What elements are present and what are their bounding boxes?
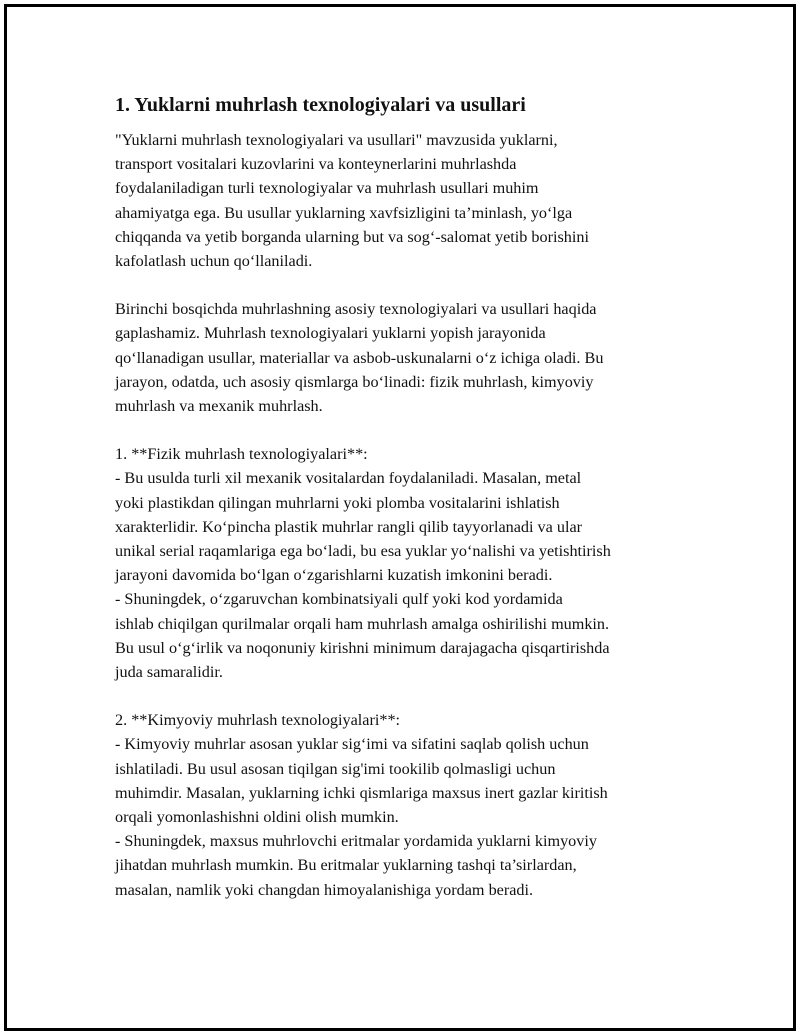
paragraph-spacer <box>115 418 695 442</box>
paragraph-spacer <box>115 273 695 297</box>
physical-sealing-section: 1. **Fizik muhrlash texnologiyalari**: - Bu usulda turli xil mexanik vositalardan foydalaniladi. Masalan, metal yoki plastikdan qilingan muhrlarni yoki plomba vositalarini ishlatish xarakterlidir. Ko‘pincha plastik muhrlar rangli qilib tayyorlanadi va ular unikal serial raqamlariga ega bo‘ladi, bu esa yuklar yo‘nalishi va yetishtirish jarayoni davomida bo‘lgan o‘zgarishlarni kuzatish imkonini beradi. - Shuningdek, o‘zgaruvchan kombinatsiyali qulf yoki kod yordamida ishlab chiqilgan qurilmalar orqali ham muhrlash amalga oshirilishi mumkin. Bu usul o‘g‘irlik va noqonuniy kirishni minimum darajagacha qisqartirishda juda samaralidir. <box>115 445 611 682</box>
first-stage-paragraph: Birinchi bosqichda muhrlashning asosiy texnologiyalari va usullari haqida gaplashamiz. Muhrlash texnologiyalari yuklarni yopish jarayonida qo‘llanadigan usullar, materiallar va asbob-uskunalarni o‘z ichiga oladi. Bu jarayon, odatda, uch asosiy qismlarga bo‘linadi: fizik muhrlash, kimyoviy muhrlash va mexanik muhrlash. <box>115 300 604 416</box>
chemical-sealing-section: 2. **Kimyoviy muhrlash texnologiyalari**: - Kimyoviy muhrlar asosan yuklar sig‘imi va sifatini saqlab qolish uchun ishlatiladi. Bu usul asosan tiqilgan sig'imi tookilib qolmasligi uchun muhimdir. Masalan, yuklarning ichki qismlariga maxsus inert gazlar kiritish orqali yomonlashishni oldini olish mumkin. - Shuningdek, maxsus muhrlovchi eritmalar yordamida yuklarni kimyoviy jihatdan muhrlash mumkin. Bu eritmalar yuklarning tashqi ta’sirlardan, masalan, namlik yoki changdan himoyalanishiga yordam beradi. <box>115 711 608 899</box>
document-title: 1. Yuklarni muhrlash texnologiyalari va usullari <box>115 94 526 116</box>
paragraph-spacer <box>115 684 695 708</box>
document-body <box>115 92 695 902</box>
intro-paragraph: "Yuklarni muhrlash texnologiyalari va usullari" mavzusida yuklarni, transport vositalari kuzovlarini va konteynerlarini muhrlashda foydalaniladigan turli texnologiyalar va muhrlash usullari muhim ahamiyatga ega. Bu usullar yuklarning xavfsizligini ta’minlash, yo‘lga chiqqanda va yetib borganda ularning but va sog‘-salomat yetib borishini kafolatlash uchun qo‘llaniladi. <box>115 131 589 271</box>
